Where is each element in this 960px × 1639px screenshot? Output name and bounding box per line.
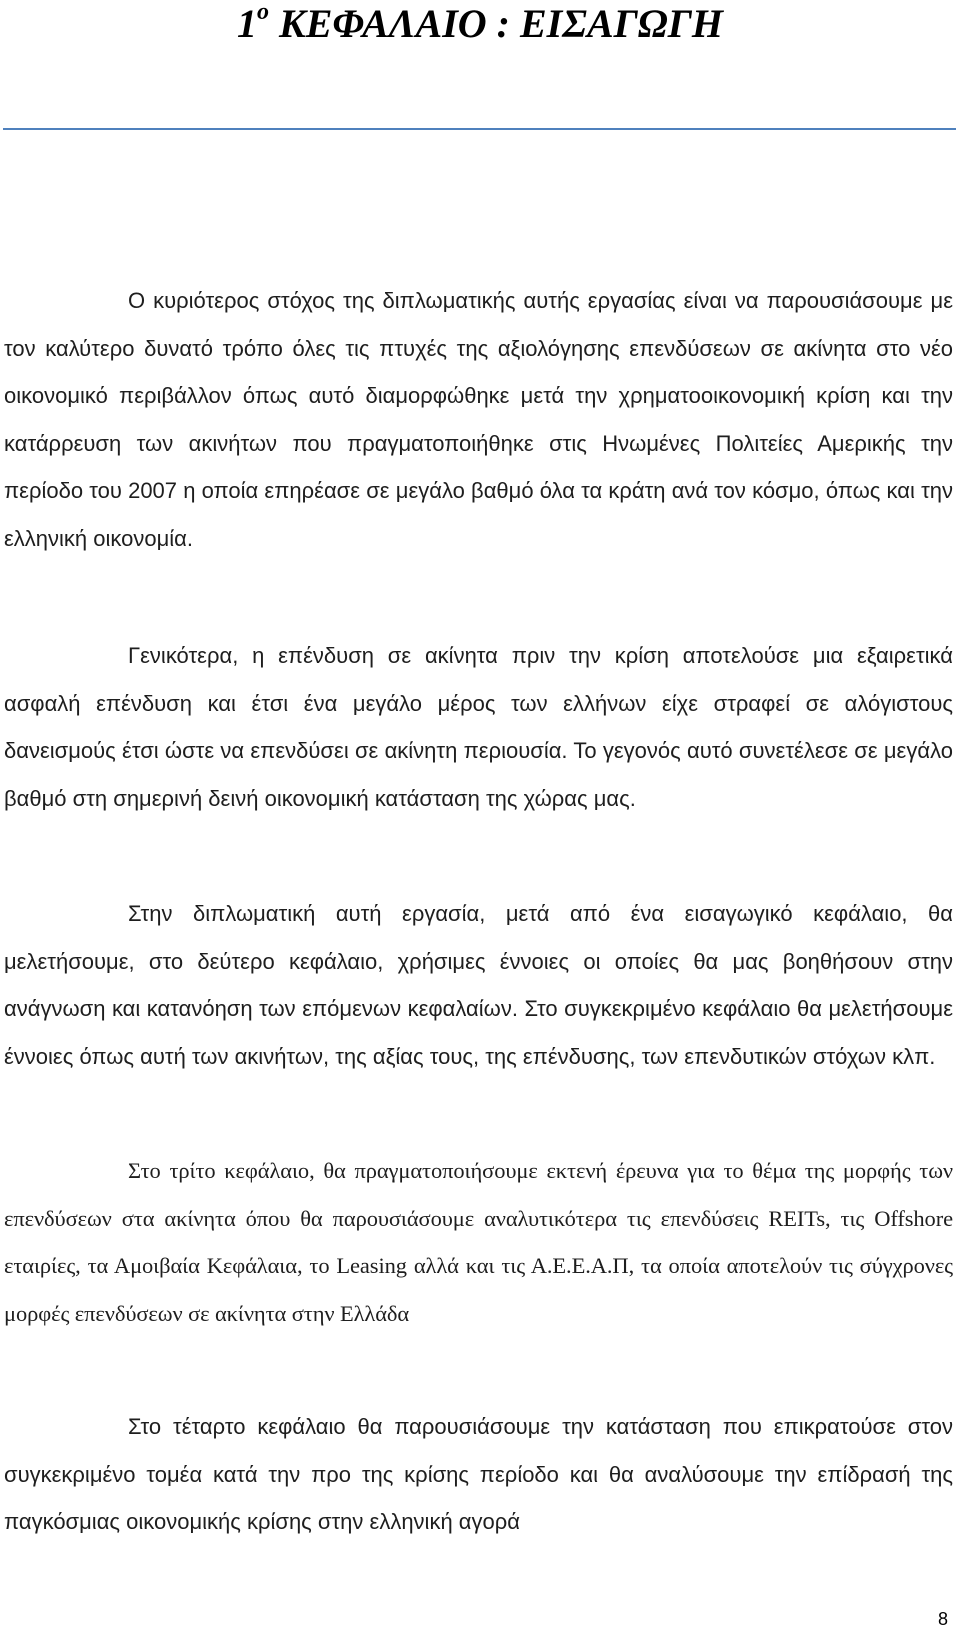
chapter-number: 1 bbox=[237, 1, 258, 46]
paragraph-objective: Ο κυριότερος στόχος της διπλωματικής αυτής εργασίας είναι να παρουσιάσουμε με τον καλύτερο δυνατό τρόπο όλες τις πτυχές της αξιολόγησης επενδύσεων σε ακίνητα στο νέο οικονομικό περιβάλλον όπως αυτό διαμορφώθηκε μετά την χρηματοοικονομική κρίση και την κατάρρευση των ακινήτων που πραγματοποιήθηκε στις Ηνωμένες Πολιτείες Αμερικής την περίοδο του 2007 η οποία επηρέασε σε μεγάλο βαθμό όλα τα κράτη ανά τον κόσμο, όπως και την ελληνική οικονομία. bbox=[4, 288, 953, 551]
page-number: 8 bbox=[937, 1609, 948, 1629]
paragraph-background: Γενικότερα, η επένδυση σε ακίνητα πριν την κρίση αποτελούσε μια εξαιρετικά ασφαλή επένδυση και έτσι ένα μεγάλο μέρος των ελλήνων είχε στραφεί σε αλόγιστους δανεισμούς έτσι ώστε να επενδύσει σε ακίνητη περιουσία. Το γεγονός αυτό συνετέλεσε σε μεγάλο βαθμό στη σημερινή δεινή οικονομική κατάσταση της χώρας μας. bbox=[4, 643, 953, 811]
chapter-title bbox=[0, 2, 960, 46]
chapter-title-text: ΚΕΦΑΛΑΙΟ : ΕΙΣΑΓΩΓΗ bbox=[269, 1, 723, 46]
paragraph-chapter-two: Στην διπλωματική αυτή εργασία, μετά από ένα εισαγωγικό κεφάλαιο, θα μελετήσουμε, στο δεύτερο κεφάλαιο, χρήσιμες έννοιες οι οποίες θα μας βοηθήσουν στην ανάγνωση και κατανόηση των επόμενων κεφαλαίων. Στο συγκεκριμένο κεφάλαιο θα μελετήσουμε έννοιες όπως αυτή των ακινήτων, της αξίας τους, της επένδυσης, των επενδυτικών στόχων κλπ. bbox=[4, 901, 953, 1069]
paragraph-chapter-four: Στο τέταρτο κεφάλαιο θα παρουσιάσουμε την κατάσταση που επικρατούσε στον συγκεκριμένο τομέα κατά την προ της κρίσης περίοδο και θα αναλύσουμε την επίδρασή της παγκόσμιας οικονομικής κρίσης στην ελληνική αγορά bbox=[4, 1414, 953, 1534]
paragraph-chapter-three: Στο τρίτο κεφάλαιο, θα πραγματοποιήσουμε εκτενή έρευνα για το θέμα της μορφής των επενδύσεων στα ακίνητα όπου θα παρουσιάσουμε αναλυτικότερα τις επενδύσεις REITs, τις Offshore εταιρίες, τα Αμοιβαία Κεφάλαια, το Leasing αλλά και τις Α.Ε.Ε.Α.Π, τα οποία αποτελούν τις σύγχρονες μορφές επενδύσεων σε ακίνητα στην Ελλάδα bbox=[4, 1158, 953, 1326]
chapter-number-superscript: ο bbox=[257, 0, 270, 25]
title-divider bbox=[3, 128, 956, 130]
